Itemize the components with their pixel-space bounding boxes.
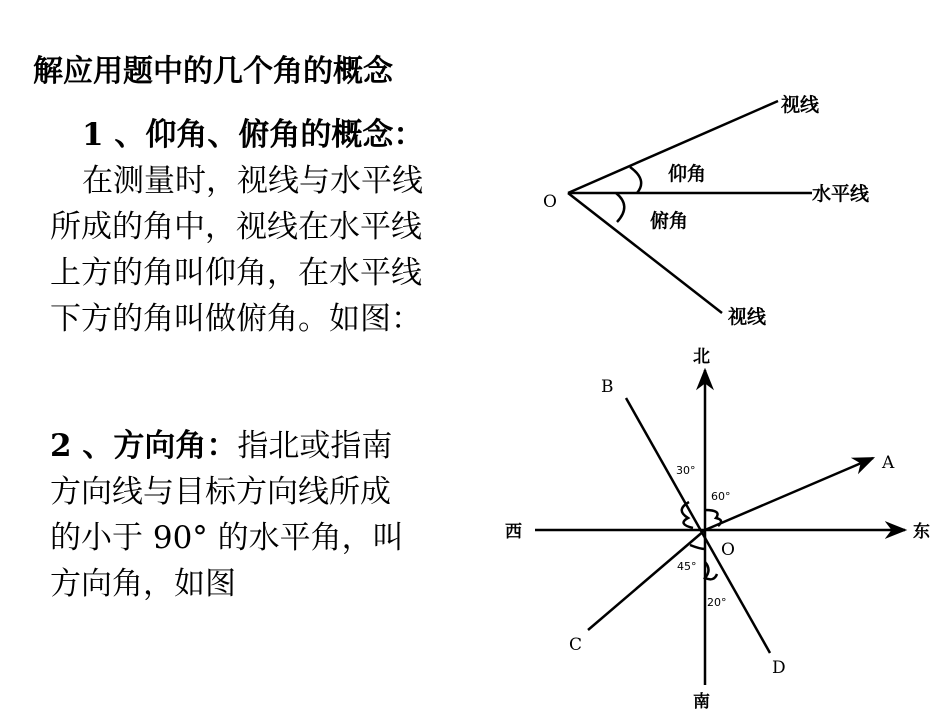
elevation-label: 仰角 bbox=[668, 163, 707, 185]
origin-o-label: O bbox=[721, 540, 735, 560]
point-a-label: A bbox=[882, 453, 895, 473]
point-c-label: C bbox=[569, 635, 583, 655]
arc-20 bbox=[705, 562, 717, 579]
section1-line: 下方的角叫做俯角。如图： bbox=[50, 301, 422, 337]
sight-up-label: 视线 bbox=[781, 94, 820, 116]
elevation-depression-diagram bbox=[568, 101, 812, 313]
south-label: 南 bbox=[693, 692, 710, 712]
section2-line: 的小于 90° 的水平角，叫 bbox=[50, 520, 404, 556]
north-label: 北 bbox=[693, 347, 710, 367]
point-d-label: D bbox=[772, 658, 786, 678]
angle-45-label: 45° bbox=[677, 560, 697, 573]
sight-down-label: 视线 bbox=[728, 306, 767, 328]
section2-line: 方向线与目标方向线所成 bbox=[50, 474, 391, 510]
section1-heading: 1 、仰角、俯角的概念： bbox=[82, 117, 425, 153]
section2-line: 指北或指南 bbox=[237, 428, 393, 464]
angle-60-label: 60° bbox=[711, 490, 731, 503]
depression-arc bbox=[616, 193, 624, 222]
section2-heading: 2 、方向角： bbox=[50, 428, 238, 464]
ray-c bbox=[588, 530, 705, 630]
depression-label: 俯角 bbox=[650, 210, 689, 232]
horizontal-label: 水平线 bbox=[812, 183, 870, 205]
angle-20-label: 20° bbox=[707, 596, 727, 609]
elevation-arc bbox=[630, 167, 641, 193]
west-label: 西 bbox=[505, 522, 522, 542]
arc-45 bbox=[690, 545, 705, 549]
point-b-label: B bbox=[601, 377, 614, 397]
page-title: 解应用题中的几个角的概念 bbox=[33, 54, 393, 89]
line-b-d bbox=[626, 398, 770, 653]
sight-line-down bbox=[568, 193, 722, 313]
east-label: 东 bbox=[913, 522, 930, 542]
section2-line: 方向角，如图 bbox=[50, 566, 236, 602]
origin-label: O bbox=[543, 192, 557, 212]
angle-30-label: 30° bbox=[676, 464, 696, 477]
direction-angle-diagram bbox=[535, 370, 905, 685]
section1-line: 上方的角叫仰角，在水平线 bbox=[50, 255, 422, 291]
section1-line: 所成的角中，视线在水平线 bbox=[50, 209, 422, 245]
section1-line: 在测量时，视线与水平线 bbox=[82, 163, 423, 199]
